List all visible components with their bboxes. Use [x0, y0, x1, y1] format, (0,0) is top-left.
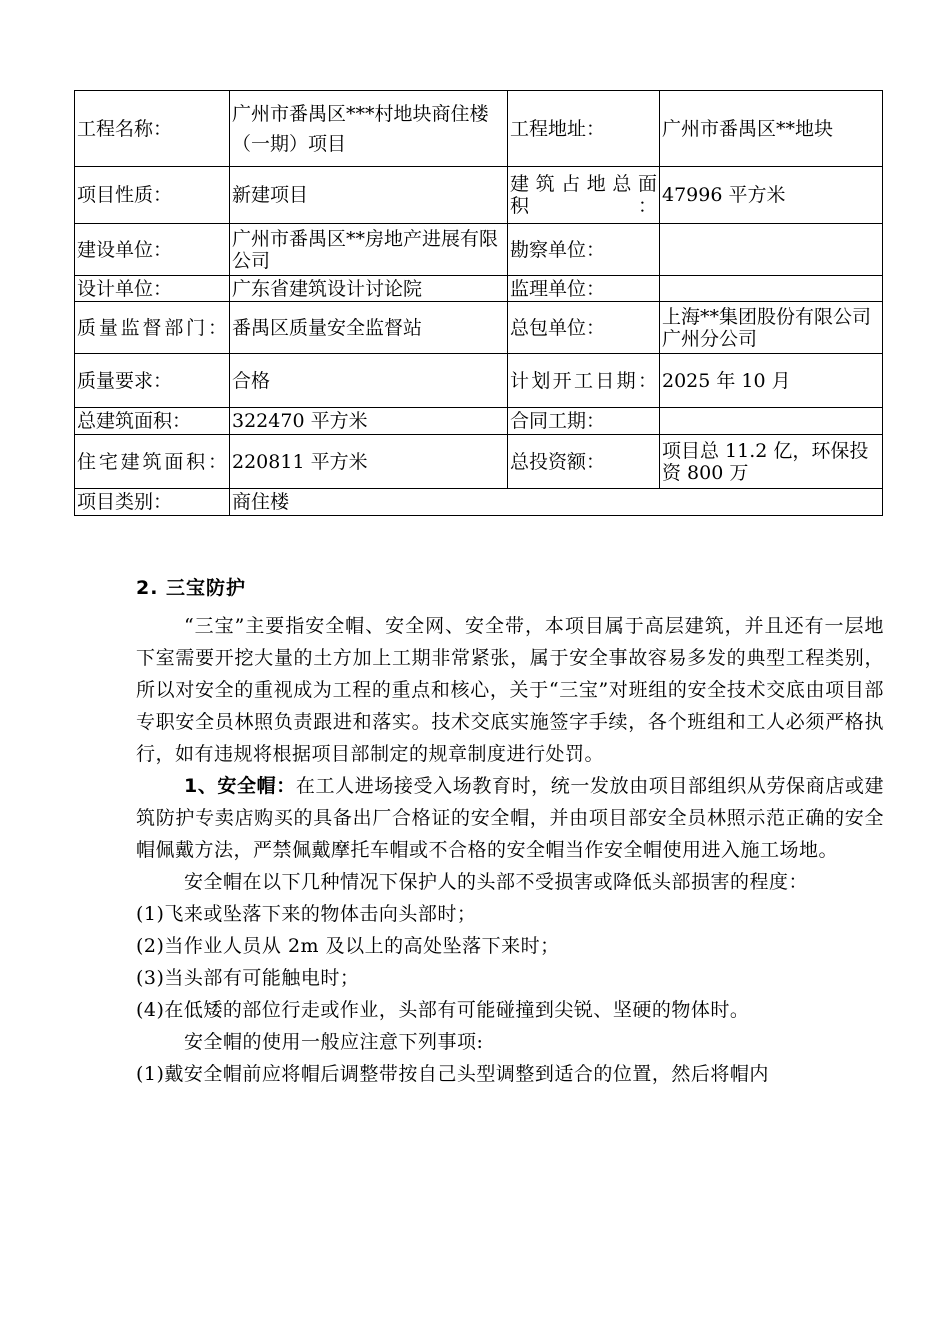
table-row [75, 91, 883, 167]
field-label: 质量要求： [75, 354, 230, 408]
field-label: 总建筑面积： [75, 408, 230, 435]
intro-paragraph: “三宝”主要指安全帽、安全网、安全带，本项目属于高层建筑，并且还有一层地下室需要开挖大量的土方加上工期非常紧张，属于安全事故容易多发的典型工程类别，所以对安全的重视成为工程的重点和核心，关于“三宝”对班组的安全技术交底由项目部专职安全员林照负责跟进和落实。技术交底实施签字手续，各个班组和工人必须严格执行，如有违规将根据项目部制定的规章制度进行处罚。 [136, 615, 884, 765]
field-value [660, 276, 883, 302]
field-label: 工程地址： [508, 91, 660, 167]
field-value: 广东省建筑设计讨论院 [230, 276, 508, 302]
field-value: 项目总 11.2 亿，环保投资 800 万 [660, 435, 883, 489]
list-item: (4)在低矮的部位行走或作业，头部有可能碰撞到尖锐、坚硬的物体时。 [136, 999, 750, 1021]
field-value: 上海**集团股份有限公司广州分公司 [660, 302, 883, 354]
field-value: 新建项目 [230, 167, 508, 224]
project-info-table [74, 90, 883, 516]
field-label: 建设单位： [75, 224, 230, 276]
field-value: 2025 年 10 月 [660, 354, 883, 408]
list-item: (3)当头部有可能触电时； [136, 967, 360, 989]
table-row [75, 224, 883, 276]
table-row [75, 435, 883, 489]
field-value: 322470 平方米 [230, 408, 508, 435]
list-item: (1)飞来或坠落下来的物体击向头部时； [136, 903, 477, 925]
field-label: 项目类别： [75, 489, 230, 516]
table-row [75, 408, 883, 435]
table-row [75, 167, 883, 224]
section-heading: 2. 三宝防护 [136, 577, 247, 599]
field-value: 广州市番禺区**地块 [660, 91, 883, 167]
section-body [136, 610, 884, 1090]
field-label: 监理单位： [508, 276, 660, 302]
field-value: 广州市番禺区**房地产进展有限公司 [230, 224, 508, 276]
field-label: 勘察单位： [508, 224, 660, 276]
usage-intro: 安全帽的使用一般应注意下列事项: [184, 1031, 484, 1053]
table-row [75, 276, 883, 302]
field-value: 合格 [230, 354, 508, 408]
table-row [75, 489, 883, 516]
field-label: 质量监督部门： [75, 302, 230, 354]
table-row [75, 302, 883, 354]
field-label: 计划开工日期： [508, 354, 660, 408]
field-value: 番禺区质量安全监督站 [230, 302, 508, 354]
field-label: 工程名称： [75, 91, 230, 167]
table-row [75, 354, 883, 408]
field-value: 商住楼 [230, 489, 883, 516]
field-label: 住宅建筑面积： [75, 435, 230, 489]
helmet-text: 在工人进场接受入场教育时，统一发放由项目部组织从劳保商店或建筑防护专卖店购买的具备出厂合格证的安全帽，并由项目部安全员林照示范正确的安全帽佩戴方法，严禁佩戴摩托车帽或不合格的安全帽当作安全帽使用进入施工场地。 [136, 775, 884, 861]
helmet-paragraph [136, 770, 884, 866]
protect-intro: 安全帽在以下几种情况下保护人的头部不受损害或降低头部损害的程度： [184, 871, 809, 893]
field-value [660, 224, 883, 276]
field-label: 建筑占地总面积： [508, 167, 660, 224]
field-label: 总投资额： [508, 435, 660, 489]
list-item: (1)戴安全帽前应将帽后调整带按自己头型调整到适合的位置，然后将帽内 [136, 1063, 769, 1085]
field-value: 220811 平方米 [230, 435, 508, 489]
field-value: 47996 平方米 [660, 167, 883, 224]
field-label: 合同工期： [508, 408, 660, 435]
field-label: 设计单位： [75, 276, 230, 302]
helmet-label: 1、安全帽： [184, 775, 296, 797]
field-value [660, 408, 883, 435]
field-label: 总包单位： [508, 302, 660, 354]
field-label: 项目性质： [75, 167, 230, 224]
list-item: (2)当作业人员从 2m 及以上的高处坠落下来时； [136, 935, 560, 957]
field-value: 广州市番禺区***村地块商住楼（一期）项目 [230, 91, 508, 167]
